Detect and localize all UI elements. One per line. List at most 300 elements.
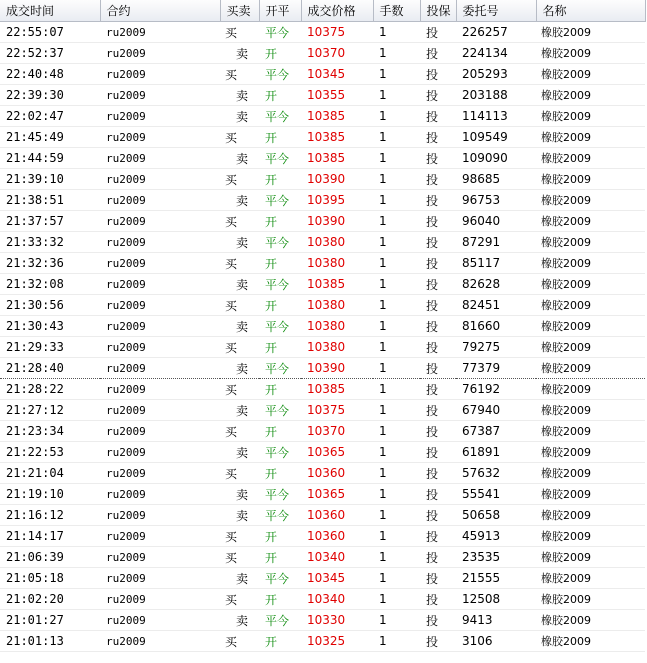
side-label: 卖 (236, 151, 249, 166)
cell-trade-time: 21:33:32 (0, 232, 100, 253)
cell-trade-time: 21:29:33 (0, 337, 100, 358)
table-row[interactable] (0, 337, 645, 358)
cell-price: 10390 (301, 211, 373, 232)
table-row[interactable] (0, 505, 645, 526)
cell-contract: ru2009 (100, 106, 220, 127)
cell-order-no: 9413 (456, 610, 536, 631)
side-label: 买 (225, 424, 238, 439)
cell-name: 橡胶2009 (536, 211, 645, 232)
cell-open-close: 开 (259, 526, 301, 547)
cell-hedge: 投 (420, 169, 456, 190)
cell-name: 橡胶2009 (536, 484, 645, 505)
cell-trade-time: 21:06:39 (0, 547, 100, 568)
table-row[interactable] (0, 463, 645, 484)
cell-qty: 1 (373, 127, 420, 148)
cell-trade-time: 21:28:22 (0, 379, 100, 400)
cell-order-no: 224134 (456, 43, 536, 64)
cell-contract: ru2009 (100, 127, 220, 148)
cell-price: 10360 (301, 526, 373, 547)
cell-qty: 1 (373, 274, 420, 295)
cell-price: 10345 (301, 568, 373, 589)
cell-side (220, 253, 259, 274)
cell-contract: ru2009 (100, 253, 220, 274)
cell-open-close: 开 (259, 127, 301, 148)
cell-name: 橡胶2009 (536, 526, 645, 547)
col-header-qty[interactable]: 手数 (373, 0, 420, 22)
cell-hedge: 投 (420, 484, 456, 505)
cell-order-no: 85117 (456, 253, 536, 274)
cell-name: 橡胶2009 (536, 589, 645, 610)
side-label: 买 (225, 130, 238, 145)
cell-order-no: 87291 (456, 232, 536, 253)
cell-order-no: 67387 (456, 421, 536, 442)
cell-price: 10375 (301, 400, 373, 421)
table-row[interactable] (0, 568, 645, 589)
cell-price: 10375 (301, 22, 373, 43)
cell-name: 橡胶2009 (536, 337, 645, 358)
table-row[interactable] (0, 442, 645, 463)
cell-qty: 1 (373, 316, 420, 337)
cell-contract: ru2009 (100, 316, 220, 337)
cell-side (220, 358, 259, 379)
cell-open-close: 平今 (259, 190, 301, 211)
col-header-order-no[interactable]: 委托号 (456, 0, 536, 22)
cell-contract: ru2009 (100, 400, 220, 421)
cell-hedge: 投 (420, 379, 456, 400)
table-row[interactable] (0, 421, 645, 442)
cell-name: 橡胶2009 (536, 316, 645, 337)
cell-open-close: 平今 (259, 610, 301, 631)
side-label: 卖 (236, 319, 249, 334)
cell-side (220, 169, 259, 190)
cell-contract: ru2009 (100, 568, 220, 589)
side-label: 买 (225, 550, 238, 565)
cell-order-no: 79275 (456, 337, 536, 358)
cell-contract: ru2009 (100, 589, 220, 610)
cell-open-close: 平今 (259, 22, 301, 43)
cell-order-no: 81660 (456, 316, 536, 337)
cell-order-no: 50658 (456, 505, 536, 526)
cell-contract: ru2009 (100, 295, 220, 316)
cell-hedge: 投 (420, 43, 456, 64)
cell-trade-time: 21:23:34 (0, 421, 100, 442)
cell-price: 10380 (301, 232, 373, 253)
cell-order-no: 55541 (456, 484, 536, 505)
table-row[interactable] (0, 232, 645, 253)
cell-contract: ru2009 (100, 358, 220, 379)
cell-trade-time: 21:21:04 (0, 463, 100, 484)
cell-side (220, 211, 259, 232)
cell-open-close: 平今 (259, 505, 301, 526)
cell-open-close: 开 (259, 253, 301, 274)
cell-open-close: 平今 (259, 442, 301, 463)
side-label: 卖 (236, 613, 249, 628)
cell-trade-time: 21:16:12 (0, 505, 100, 526)
cell-name: 橡胶2009 (536, 148, 645, 169)
cell-hedge: 投 (420, 190, 456, 211)
table-row[interactable] (0, 22, 645, 43)
cell-open-close: 开 (259, 379, 301, 400)
cell-qty: 1 (373, 232, 420, 253)
cell-price: 10340 (301, 547, 373, 568)
cell-hedge: 投 (420, 295, 456, 316)
cell-trade-time: 22:40:48 (0, 64, 100, 85)
table-header-row (0, 0, 645, 22)
cell-order-no: 3106 (456, 631, 536, 652)
cell-price: 10390 (301, 169, 373, 190)
cell-hedge: 投 (420, 526, 456, 547)
cell-open-close: 开 (259, 421, 301, 442)
cell-open-close: 平今 (259, 358, 301, 379)
cell-contract: ru2009 (100, 505, 220, 526)
cell-open-close: 平今 (259, 106, 301, 127)
side-label: 卖 (236, 403, 249, 418)
cell-trade-time: 21:01:27 (0, 610, 100, 631)
cell-open-close: 开 (259, 211, 301, 232)
cell-name: 橡胶2009 (536, 232, 645, 253)
cell-order-no: 82628 (456, 274, 536, 295)
cell-trade-time: 21:01:13 (0, 631, 100, 652)
cell-price: 10330 (301, 610, 373, 631)
cell-open-close: 开 (259, 169, 301, 190)
cell-qty: 1 (373, 190, 420, 211)
cell-name: 橡胶2009 (536, 442, 645, 463)
side-label: 买 (225, 634, 238, 649)
table-row[interactable] (0, 379, 645, 400)
cell-name: 橡胶2009 (536, 85, 645, 106)
cell-name: 橡胶2009 (536, 190, 645, 211)
cell-contract: ru2009 (100, 421, 220, 442)
cell-price: 10380 (301, 316, 373, 337)
cell-side (220, 484, 259, 505)
side-label: 卖 (236, 88, 249, 103)
cell-qty: 1 (373, 505, 420, 526)
cell-contract: ru2009 (100, 526, 220, 547)
cell-order-no: 12508 (456, 589, 536, 610)
cell-open-close: 开 (259, 337, 301, 358)
cell-contract: ru2009 (100, 85, 220, 106)
cell-order-no: 109549 (456, 127, 536, 148)
cell-side (220, 379, 259, 400)
cell-name: 橡胶2009 (536, 631, 645, 652)
side-label: 买 (225, 466, 238, 481)
cell-hedge: 投 (420, 610, 456, 631)
cell-hedge: 投 (420, 463, 456, 484)
table-row[interactable] (0, 484, 645, 505)
cell-open-close: 平今 (259, 568, 301, 589)
cell-hedge: 投 (420, 232, 456, 253)
cell-qty: 1 (373, 400, 420, 421)
cell-price: 10325 (301, 631, 373, 652)
cell-qty: 1 (373, 442, 420, 463)
cell-price: 10385 (301, 127, 373, 148)
cell-qty: 1 (373, 358, 420, 379)
side-label: 买 (225, 67, 238, 82)
cell-hedge: 投 (420, 22, 456, 43)
cell-price: 10385 (301, 106, 373, 127)
cell-order-no: 45913 (456, 526, 536, 547)
cell-order-no: 98685 (456, 169, 536, 190)
cell-trade-time: 21:30:43 (0, 316, 100, 337)
table-row[interactable] (0, 316, 645, 337)
side-label: 卖 (236, 445, 249, 460)
cell-order-no: 96753 (456, 190, 536, 211)
cell-trade-time: 21:22:53 (0, 442, 100, 463)
cell-name: 橡胶2009 (536, 358, 645, 379)
cell-trade-time: 21:45:49 (0, 127, 100, 148)
cell-contract: ru2009 (100, 547, 220, 568)
cell-trade-time: 21:27:12 (0, 400, 100, 421)
table-row[interactable] (0, 400, 645, 421)
table-row[interactable] (0, 589, 645, 610)
cell-order-no: 82451 (456, 295, 536, 316)
col-header-time[interactable]: 成交时间 (0, 0, 100, 22)
cell-qty: 1 (373, 568, 420, 589)
cell-side (220, 127, 259, 148)
cell-hedge: 投 (420, 337, 456, 358)
cell-name: 橡胶2009 (536, 421, 645, 442)
cell-side (220, 547, 259, 568)
table-row[interactable] (0, 190, 645, 211)
cell-open-close: 平今 (259, 148, 301, 169)
cell-contract: ru2009 (100, 379, 220, 400)
col-header-contract[interactable]: 合约 (100, 0, 220, 22)
cell-side (220, 64, 259, 85)
cell-name: 橡胶2009 (536, 43, 645, 64)
cell-order-no: 21555 (456, 568, 536, 589)
cell-side (220, 274, 259, 295)
cell-name: 橡胶2009 (536, 127, 645, 148)
table-row[interactable] (0, 295, 645, 316)
cell-side (220, 232, 259, 253)
side-label: 买 (225, 340, 238, 355)
cell-qty: 1 (373, 379, 420, 400)
table-row[interactable] (0, 106, 645, 127)
cell-hedge: 投 (420, 631, 456, 652)
table-row[interactable] (0, 631, 645, 652)
cell-open-close: 平今 (259, 484, 301, 505)
cell-contract: ru2009 (100, 631, 220, 652)
table-row[interactable] (0, 526, 645, 547)
cell-name: 橡胶2009 (536, 568, 645, 589)
cell-side (220, 505, 259, 526)
cell-qty: 1 (373, 106, 420, 127)
cell-side (220, 421, 259, 442)
cell-hedge: 投 (420, 316, 456, 337)
table-row[interactable] (0, 85, 645, 106)
cell-qty: 1 (373, 22, 420, 43)
table-row[interactable] (0, 169, 645, 190)
cell-side (220, 610, 259, 631)
cell-order-no: 96040 (456, 211, 536, 232)
cell-side (220, 190, 259, 211)
table-row[interactable] (0, 127, 645, 148)
cell-trade-time: 22:39:30 (0, 85, 100, 106)
cell-contract: ru2009 (100, 169, 220, 190)
cell-trade-time: 21:19:10 (0, 484, 100, 505)
cell-contract: ru2009 (100, 274, 220, 295)
cell-price: 10340 (301, 589, 373, 610)
cell-price: 10355 (301, 85, 373, 106)
cell-price: 10380 (301, 337, 373, 358)
cell-name: 橡胶2009 (536, 106, 645, 127)
side-label: 卖 (236, 235, 249, 250)
cell-price: 10380 (301, 253, 373, 274)
side-label: 买 (225, 172, 238, 187)
cell-contract: ru2009 (100, 610, 220, 631)
cell-side (220, 400, 259, 421)
cell-qty: 1 (373, 64, 420, 85)
cell-side (220, 22, 259, 43)
col-header-hedge[interactable]: 投保 (420, 0, 456, 22)
cell-hedge: 投 (420, 148, 456, 169)
side-label: 卖 (236, 46, 249, 61)
cell-qty: 1 (373, 484, 420, 505)
cell-trade-time: 21:28:40 (0, 358, 100, 379)
cell-contract: ru2009 (100, 22, 220, 43)
side-label: 买 (225, 298, 238, 313)
cell-qty: 1 (373, 421, 420, 442)
side-label: 买 (225, 256, 238, 271)
cell-open-close: 平今 (259, 64, 301, 85)
cell-order-no: 205293 (456, 64, 536, 85)
cell-name: 橡胶2009 (536, 463, 645, 484)
cell-price: 10385 (301, 379, 373, 400)
cell-qty: 1 (373, 526, 420, 547)
cell-open-close: 开 (259, 85, 301, 106)
cell-name: 橡胶2009 (536, 253, 645, 274)
cell-hedge: 投 (420, 274, 456, 295)
cell-price: 10360 (301, 463, 373, 484)
cell-qty: 1 (373, 43, 420, 64)
cell-side (220, 43, 259, 64)
cell-hedge: 投 (420, 253, 456, 274)
table-row[interactable] (0, 610, 645, 631)
cell-name: 橡胶2009 (536, 64, 645, 85)
side-label: 卖 (236, 277, 249, 292)
table-row[interactable] (0, 148, 645, 169)
cell-price: 10345 (301, 64, 373, 85)
cell-open-close: 平今 (259, 232, 301, 253)
cell-side (220, 631, 259, 652)
cell-contract: ru2009 (100, 148, 220, 169)
cell-price: 10365 (301, 484, 373, 505)
cell-price: 10365 (301, 442, 373, 463)
table-row[interactable] (0, 43, 645, 64)
cell-qty: 1 (373, 253, 420, 274)
cell-side (220, 85, 259, 106)
cell-order-no: 57632 (456, 463, 536, 484)
table-row[interactable] (0, 547, 645, 568)
cell-hedge: 投 (420, 64, 456, 85)
cell-price: 10385 (301, 148, 373, 169)
table-row[interactable] (0, 274, 645, 295)
cell-name: 橡胶2009 (536, 547, 645, 568)
cell-price: 10385 (301, 274, 373, 295)
cell-order-no: 67940 (456, 400, 536, 421)
cell-hedge: 投 (420, 211, 456, 232)
side-label: 卖 (236, 361, 249, 376)
cell-side (220, 295, 259, 316)
cell-hedge: 投 (420, 85, 456, 106)
cell-open-close: 开 (259, 43, 301, 64)
cell-open-close: 平今 (259, 316, 301, 337)
cell-qty: 1 (373, 85, 420, 106)
side-label: 卖 (236, 571, 249, 586)
cell-open-close: 平今 (259, 400, 301, 421)
cell-trade-time: 22:55:07 (0, 22, 100, 43)
cell-contract: ru2009 (100, 43, 220, 64)
cell-trade-time: 22:02:47 (0, 106, 100, 127)
cell-hedge: 投 (420, 400, 456, 421)
cell-contract: ru2009 (100, 337, 220, 358)
cell-qty: 1 (373, 337, 420, 358)
cell-price: 10390 (301, 358, 373, 379)
cell-side (220, 526, 259, 547)
cell-trade-time: 21:44:59 (0, 148, 100, 169)
cell-open-close: 开 (259, 589, 301, 610)
cell-hedge: 投 (420, 127, 456, 148)
cell-order-no: 77379 (456, 358, 536, 379)
cell-order-no: 61891 (456, 442, 536, 463)
cell-open-close: 开 (259, 295, 301, 316)
col-header-open-close[interactable]: 开平 (259, 0, 301, 22)
cell-qty: 1 (373, 610, 420, 631)
cell-open-close: 开 (259, 463, 301, 484)
cell-name: 橡胶2009 (536, 274, 645, 295)
cell-qty: 1 (373, 631, 420, 652)
cell-qty: 1 (373, 148, 420, 169)
cell-price: 10360 (301, 505, 373, 526)
side-label: 卖 (236, 487, 249, 502)
cell-trade-time: 22:52:37 (0, 43, 100, 64)
table-row[interactable] (0, 211, 645, 232)
cell-qty: 1 (373, 295, 420, 316)
cell-price: 10395 (301, 190, 373, 211)
side-label: 买 (225, 382, 238, 397)
cell-contract: ru2009 (100, 442, 220, 463)
table-row[interactable] (0, 358, 645, 379)
table-row[interactable] (0, 253, 645, 274)
side-label: 买 (225, 529, 238, 544)
table-row[interactable] (0, 64, 645, 85)
cell-side (220, 442, 259, 463)
cell-trade-time: 21:02:20 (0, 589, 100, 610)
col-header-side[interactable]: 买卖 (220, 0, 259, 22)
cell-hedge: 投 (420, 358, 456, 379)
side-label: 买 (225, 214, 238, 229)
side-label: 卖 (236, 508, 249, 523)
col-header-price[interactable]: 成交价格 (301, 0, 373, 22)
cell-name: 橡胶2009 (536, 295, 645, 316)
cell-contract: ru2009 (100, 211, 220, 232)
cell-qty: 1 (373, 211, 420, 232)
cell-open-close: 平今 (259, 274, 301, 295)
cell-order-no: 203188 (456, 85, 536, 106)
cell-side (220, 148, 259, 169)
cell-contract: ru2009 (100, 232, 220, 253)
cell-order-no: 226257 (456, 22, 536, 43)
cell-side (220, 568, 259, 589)
cell-open-close: 开 (259, 547, 301, 568)
cell-hedge: 投 (420, 589, 456, 610)
cell-order-no: 114113 (456, 106, 536, 127)
col-header-name[interactable]: 名称 (536, 0, 645, 22)
cell-trade-time: 21:37:57 (0, 211, 100, 232)
cell-order-no: 76192 (456, 379, 536, 400)
cell-side (220, 106, 259, 127)
cell-name: 橡胶2009 (536, 379, 645, 400)
